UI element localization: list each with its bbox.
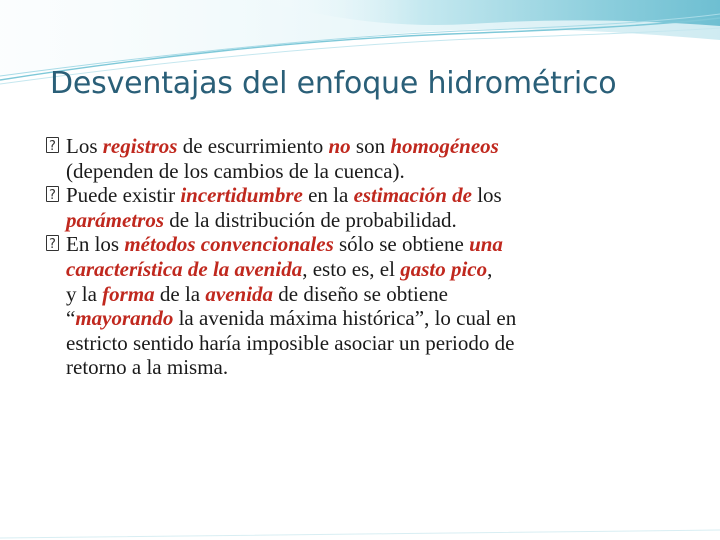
bullet-line bbox=[66, 257, 686, 282]
body-text-run: Los bbox=[66, 134, 103, 158]
body-text-run: retorno a la misma. bbox=[66, 355, 229, 380]
body-text-run: en la bbox=[302, 183, 354, 208]
slide-title: Desventajas del enfoque hidrométrico bbox=[50, 66, 617, 101]
emphasized-term: mayorando bbox=[75, 306, 174, 331]
body-text-run: , esto es, el bbox=[302, 256, 401, 281]
emphasized-term: estimación de bbox=[353, 183, 472, 208]
bullet-line bbox=[66, 355, 686, 380]
emphasized-term: avenida bbox=[205, 281, 274, 306]
bullet-item bbox=[46, 134, 686, 183]
slide-body bbox=[46, 134, 686, 380]
footer-line-decoration bbox=[0, 516, 720, 540]
emphasized-term: métodos convencionales bbox=[124, 232, 334, 257]
bullet-line bbox=[66, 282, 686, 307]
bullet-line bbox=[66, 134, 686, 159]
body-text-run: En los bbox=[66, 232, 125, 257]
body-text-run: los bbox=[471, 183, 502, 208]
body-text-run: , bbox=[487, 256, 493, 281]
emphasized-term: no bbox=[328, 134, 351, 158]
emphasized-term: una bbox=[469, 232, 503, 257]
body-text-run: y la bbox=[66, 281, 103, 306]
body-text-run: la avenida máxima histórica”, lo cual en bbox=[173, 306, 517, 331]
missing-glyph-bullet-icon bbox=[46, 186, 59, 202]
bullet-line bbox=[66, 208, 686, 233]
missing-glyph-bullet-icon bbox=[46, 235, 59, 251]
emphasized-term: parámetros bbox=[66, 207, 165, 232]
bullet-line bbox=[66, 183, 686, 208]
emphasized-term: gasto pico bbox=[400, 256, 488, 281]
body-text-run: de la distribución de probabilidad. bbox=[164, 207, 457, 232]
missing-glyph-bullet-icon bbox=[46, 137, 59, 153]
body-text-run: de diseño se obtiene bbox=[273, 281, 448, 306]
bullet-line bbox=[66, 331, 686, 356]
bullet-item bbox=[46, 232, 686, 380]
body-text-run: (dependen de los cambios de la cuenca). bbox=[66, 158, 405, 183]
body-text-run: de escurrimiento bbox=[177, 134, 329, 158]
emphasized-term: característica de la avenida bbox=[66, 256, 303, 281]
bullet-line bbox=[66, 232, 686, 257]
body-text-run: “ bbox=[66, 306, 76, 331]
emphasized-term: incertidumbre bbox=[180, 183, 303, 208]
body-text-run: Puede existir bbox=[66, 183, 181, 208]
body-text-run: de la bbox=[154, 281, 206, 306]
body-text-run: sólo se obtiene bbox=[333, 232, 470, 257]
bullet-line bbox=[66, 306, 686, 331]
bullet-item bbox=[46, 183, 686, 232]
bullet-line bbox=[66, 159, 686, 184]
body-text-run: son bbox=[350, 134, 391, 158]
header-wave-decoration bbox=[0, 0, 720, 120]
emphasized-term: homogéneos bbox=[390, 134, 499, 158]
body-text-run: estricto sentido haría imposible asociar un periodo de bbox=[66, 330, 515, 355]
emphasized-term: forma bbox=[102, 281, 155, 306]
emphasized-term: registros bbox=[102, 134, 178, 158]
